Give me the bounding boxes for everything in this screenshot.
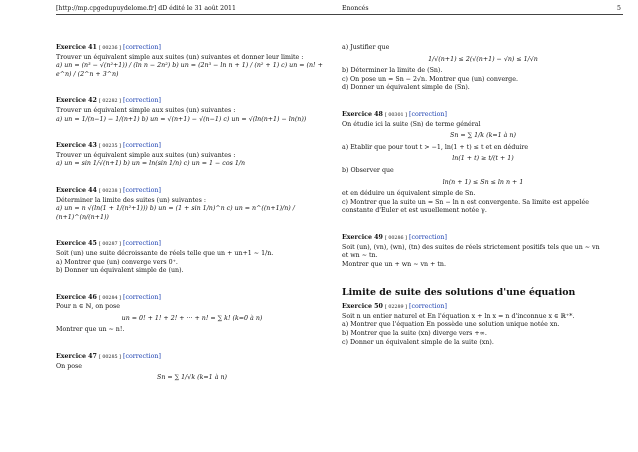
- exercise-title: Exercice 45: [56, 240, 97, 248]
- exercise-line: b) Déterminer la limite de (Sn).: [342, 67, 443, 75]
- right-column: [342, 44, 624, 365]
- exercise-45: [56, 240, 328, 275]
- exercise-line: Soit n un entier naturel et En l'équation x + ln x = n d'inconnue x ∈ ℝ⁺*.: [342, 312, 575, 320]
- exercise-44: [56, 187, 328, 222]
- exercise-ref: [ 02282 ]: [98, 99, 121, 105]
- exercise-42: [56, 97, 328, 124]
- exercise-title: Exercice 50: [342, 303, 383, 311]
- exercise-line: Soit (un), (vn), (wn), (tn) des suites de réels strictement positifs tels que un ∼ vn: [342, 243, 600, 251]
- exercise-line: c) Donner un équivalent simple de la suite (xn).: [342, 338, 494, 346]
- exercise-ref: [ 00235 ]: [98, 144, 121, 150]
- exercise-title: Exercice 43: [56, 142, 97, 150]
- display-formula: ln(n + 1) ≤ Sn ≤ ln n + 1: [442, 178, 524, 186]
- exercise-line: Pour n ∈ ℕ, on pose: [56, 303, 120, 311]
- exercise-line: b) Observer que: [342, 166, 394, 174]
- correction-link[interactable]: [correction]: [123, 353, 161, 361]
- exercise-line: Soit (un) une suite décroissante de réels telle que un + un+1 ∼ 1/n.: [56, 249, 274, 257]
- exercise-header: [56, 142, 328, 152]
- exercise-header: [56, 240, 328, 250]
- correction-link[interactable]: [correction]: [409, 303, 447, 311]
- exercise-49: [342, 234, 624, 269]
- exercise-title: Exercice 47: [56, 353, 97, 361]
- exercise-line: Trouver un équivalent simple aux suites (un) suivantes :: [56, 106, 236, 114]
- correction-link[interactable]: [correction]: [123, 97, 161, 105]
- exercise-header: [56, 353, 328, 363]
- exercise-line: Trouver un équivalent simple aux suites (un) suivantes et donner leur limite :: [56, 53, 304, 61]
- section-title: Limite de suite des solutions d'une équation: [342, 287, 576, 299]
- exercise-ref: [ 00284 ]: [98, 295, 121, 301]
- exercise-line: a) Etablir que pour tout t > −1, ln(1 + t) ≤ t et en déduire: [342, 143, 529, 151]
- exercise-line: a) Montrer que (un) converge vers 0⁺.: [56, 258, 178, 266]
- exercise-line: On étudie ici la suite (Sn) de terme général: [342, 120, 481, 128]
- exercise-line: b) Montrer que la suite (xn) diverge vers +∞.: [342, 330, 487, 338]
- exercise-line: a) Justifier que: [342, 44, 390, 51]
- exercise-line: et en déduire un équivalent simple de Sn.: [342, 190, 476, 198]
- display-formula: Sn = ∑ 1/√k (k=1 à n): [157, 374, 227, 382]
- left-column: [56, 44, 328, 401]
- exercise-line: c) Montrer que la suite un = Sn − ln n est convergente. Sa limite est appelée: [342, 198, 589, 206]
- correction-link[interactable]: [correction]: [123, 186, 161, 194]
- header-section: Enoncés: [342, 5, 369, 12]
- exercise-48: [342, 111, 624, 216]
- exercise-header: [56, 187, 328, 197]
- header-page-number: 5: [617, 5, 621, 12]
- exercise-line: a) un = sin 1/√(n+1) b) un = ln(sin 1/n) c) un = 1 − cos 1/n: [56, 160, 246, 168]
- exercise-ref: [ 00286 ]: [384, 235, 407, 241]
- exercise-line: Montrer que un ∼ n!.: [56, 326, 125, 334]
- exercise-line: c) On pose un = Sn − 2√n. Montrer que (un) converge.: [342, 75, 518, 83]
- correction-link[interactable]: [correction]: [409, 233, 447, 241]
- correction-link[interactable]: [correction]: [123, 240, 161, 248]
- correction-link[interactable]: [correction]: [123, 44, 161, 51]
- exercise-47-continued: [342, 44, 624, 93]
- exercise-title: Exercice 46: [56, 293, 97, 301]
- exercise-47: [56, 353, 328, 383]
- exercise-ref: [ 00238 ]: [98, 188, 121, 194]
- exercise-line: b) Donner un équivalent simple de (un).: [56, 267, 184, 275]
- exercise-50: [342, 303, 624, 347]
- exercise-line: a) Montrer que l'équation En possède une solution unique notée xn.: [342, 321, 560, 329]
- exercise-header: [342, 111, 624, 121]
- exercise-line: constante d'Euler et est usuellement notée γ.: [342, 207, 487, 215]
- exercise-line: d) Donner un équivalent simple de (Sn).: [342, 84, 470, 92]
- exercise-line: et wn ∼ tn.: [342, 252, 378, 260]
- exercise-header: [56, 97, 328, 107]
- correction-link[interactable]: [correction]: [123, 142, 161, 150]
- header-source: [http://mp.cpgedupuydelome.fr] dD édité le 31 août 2011: [56, 5, 236, 12]
- exercise-line: a) un = n √(ln(1 + 1/(n²+1))) b) un = (1 + sin 1/n)^n c) un = n^((n+1)/n) / (n+1)^(n/(n+1)): [56, 205, 295, 221]
- exercise-title: Exercice 48: [342, 110, 383, 118]
- exercise-line: Montrer que un + wn ∼ vn + tn.: [342, 260, 446, 268]
- exercise-title: Exercice 41: [56, 44, 97, 51]
- exercise-header: [56, 294, 328, 304]
- exercise-title: Exercice 44: [56, 186, 97, 194]
- exercise-header: [56, 44, 328, 54]
- exercise-ref: [ 00301 ]: [384, 112, 407, 118]
- display-formula: un = 0! + 1! + 2! + ··· + n! = ∑ k! (k=0 à n): [121, 314, 263, 322]
- display-formula: ln(1 + t) ≥ t/(t + 1): [452, 155, 514, 163]
- correction-link[interactable]: [correction]: [123, 293, 161, 301]
- display-formula: Sn = ∑ 1/k (k=1 à n): [450, 132, 516, 140]
- exercise-line: Déterminer la limite des suites (un) suivantes :: [56, 196, 206, 204]
- exercise-title: Exercice 49: [342, 233, 383, 241]
- exercise-46: [56, 294, 328, 335]
- exercise-header: [342, 234, 624, 244]
- exercise-line: Trouver un équivalent simple aux suites (un) suivantes :: [56, 151, 236, 159]
- exercise-41: [56, 44, 328, 79]
- display-formula: 1/√(n+1) ≤ 2(√(n+1) − √n) ≤ 1/√n: [428, 55, 538, 63]
- exercise-43: [56, 142, 328, 169]
- exercise-title: Exercice 42: [56, 97, 97, 105]
- exercise-ref: [ 02289 ]: [384, 305, 407, 311]
- exercise-ref: [ 00287 ]: [98, 242, 121, 248]
- exercise-line: On pose: [56, 362, 82, 370]
- exercise-ref: [ 00236 ]: [98, 46, 121, 51]
- exercise-header: [342, 303, 624, 313]
- exercise-line: a) un = (n³ − √(n²+1)) / (ln n − 2n²) b) un = (2n³ − ln n + 1) / (n² + 1) c) un = (n! + e^n) / (2^n + 3^n): [56, 62, 323, 78]
- header-rule: [56, 14, 623, 15]
- exercise-line: a) un = 1/(n−1) − 1/(n+1) b) un = √(n+1) − √(n−1) c) un = √(ln(n+1) − ln(n)): [56, 115, 307, 123]
- correction-link[interactable]: [correction]: [409, 110, 447, 118]
- exercise-ref: [ 00285 ]: [98, 355, 121, 361]
